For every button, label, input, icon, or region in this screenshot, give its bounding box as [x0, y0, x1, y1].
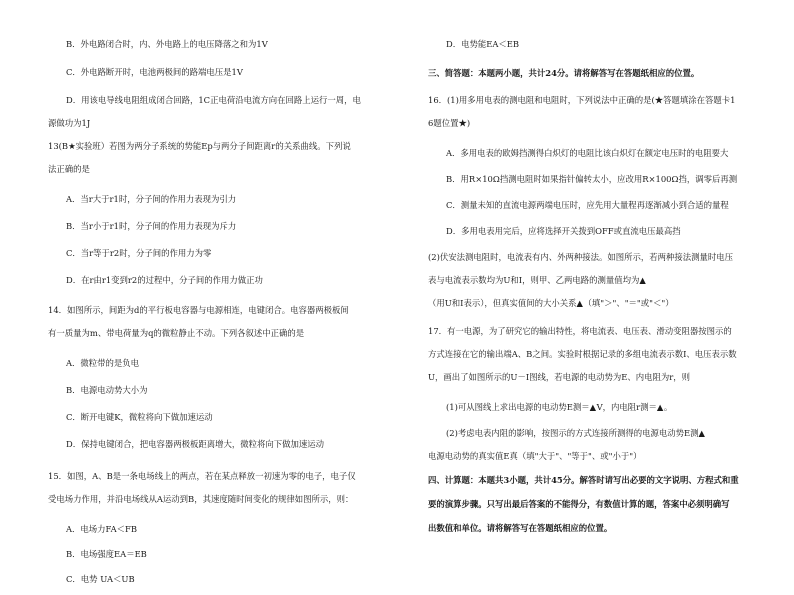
q16-stem-line1: 16．(1)用多用电表的测电阻和电阻时，下列说法中正确的是(★答题填涂在答题卡1 [428, 95, 736, 105]
q13-option-b: B．当r小于r1时，分子间的作用力表现为斥力 [66, 221, 237, 231]
q17-sub1-text-c: 。 [663, 402, 673, 412]
q17-stem-line1: 17．有一电源，为了研究它的输出特性，将电流表、电压表、滑动变阻器按图示的 [428, 326, 732, 336]
q15-option-b: B．电场强度EA＝EB [66, 549, 147, 559]
q17-stem-line2: 方式连接在它的输出端A、B之间。实验时根据记录的多组电流表示数I、电压表示数 [428, 349, 737, 359]
q16-stem-line2: 6题位置★) [428, 118, 471, 128]
section-4-line2: 要的演算步骤。只写出最后答案的不能得分，有数值计算的题，答案中必须明确写 [428, 499, 730, 509]
q15-stem-line2: 受电场力作用，并沿电场线从A运动到B，其速度随时间变化的规律如图所示，则： [48, 494, 354, 504]
q17-blank-2: ▲ [656, 402, 664, 412]
q16-part2-line2 [428, 274, 737, 297]
q13-stem-line2: 法正确的是 [48, 164, 90, 174]
q16-part2-line3-tail: （填"＞"、"＝"或"＜"） [583, 298, 674, 308]
q12-option-c: C．外电路断开时，电池两极间的路端电压是1V [66, 67, 243, 77]
question-13 [48, 140, 351, 301]
q13-stem-line1: 13(B★实验班）若图为两分子系统的势能Ep与两分子间距离r的关系曲线。下列说 [48, 141, 351, 151]
section-4-line1: 四、计算题：本题共3小题，共计45分。解答时请写出必要的文字说明、方程式和重 [428, 475, 739, 485]
q16-part2-line2-text: 表与电流表示数均为U和I，则甲、乙两电路的测量值均为 [428, 275, 640, 285]
q13-option-d: D．在r由r1变到r2的过程中，分子间的作用力做正功 [66, 275, 263, 285]
q15-option-c: C．电势 UA＜UB [66, 574, 135, 584]
q16-part2-line1: (2)伏安法测电阻时，电流表有内、外两种接法。如图所示，若两种接法测量时电压 [428, 252, 733, 262]
q16-option-b: B．用R×10Ω挡测电阻时如果指针偏转太小，应改用R×100Ω挡，调零后再测 [446, 174, 738, 184]
q12-tail [48, 38, 361, 140]
q14-option-b: B．电源电动势大小为 [66, 385, 148, 395]
q16-part2-line3-text: （用U和I表示），但真实值间的大小关系 [428, 298, 577, 308]
q17-sub2-line2: 电源电动势的真实值E真（填"大于"、"等于"、或"小于"） [428, 451, 642, 461]
q13-option-c: C．当r等于r2时，分子间的作用力为零 [66, 248, 212, 258]
q17-sub1-text-b: V，内电阻r测＝ [596, 402, 657, 412]
q17-sub2-text-a: (2)考虑电表内阻的影响，按图示的方式连接所测得的电源电动势E测 [446, 428, 699, 438]
question-14 [48, 304, 349, 465]
section-4 [428, 474, 739, 544]
q17-blank-1: ▲ [589, 402, 597, 412]
q16-part2-line3 [428, 297, 737, 325]
q16-option-c: C．测量未知的直流电源两端电压时，应先用大量程再逐渐减小到合适的量程 [446, 200, 729, 210]
q14-stem-line2: 有一质量为m、带电荷量为q的微粒静止不动。下列各叙述中正确的是 [48, 328, 305, 338]
q16-blank-2: ▲ [576, 298, 584, 308]
q15-stem-line1: 15．如图，A、B是一条电场线上的两点，若在某点释放一初速为零的电子，电子仅 [48, 471, 356, 481]
question-15 [48, 470, 356, 595]
q17-sub1 [428, 401, 737, 427]
q17-sub2-line1 [428, 427, 737, 450]
q17-blank-3: ▲ [698, 428, 706, 438]
q17-stem-line3: U，画出了如图所示的U－I图线，若电源的电动势为E、内电阻为r，则 [428, 372, 691, 382]
q15-option-d: D．电势能EA＜EB [446, 39, 520, 49]
q17-sub1-text-a: (1)可从图线上求出电源的电动势E测＝ [446, 402, 590, 412]
q12-option-d-line2: 源做功为1J [48, 118, 91, 128]
q14-option-c: C．断开电键K，微粒将向下做加速运动 [66, 412, 213, 422]
q16-option-a: A．多用电表的欧姆挡测得白炽灯的电阻比该白炽灯在额定电压时的电阻要大 [446, 148, 729, 158]
q16-option-d: D．多用电表用完后，应将选择开关拨到OFF或直流电压最高挡 [446, 226, 681, 236]
q12-option-b: B．外电路闭合时，内、外电路上的电压降落之和为1V [66, 39, 268, 49]
q14-option-d: D．保持电键闭合，把电容器两极板距离增大，微粒将向下做加速运动 [66, 439, 324, 449]
section-4-line3: 出数值和单位。请将解答写在答题纸相应的位置。 [428, 523, 613, 533]
q12-option-d-line1: D．用该电导线电阻组成闭合回路，1C正电荷沿电流方向在回路上运行一周，电 [66, 95, 361, 105]
q15-option-d-block [428, 38, 519, 67]
section-3-heading: 三、简答题：本题两小题，共计24分。请将解答写在答题纸相应的位置。 [428, 68, 700, 78]
question-16 [428, 94, 737, 325]
question-17 [428, 325, 737, 477]
q15-option-a: A．电场力FA＜FB [66, 524, 138, 534]
q13-option-a: A．当r大于r1时，分子间的作用力表现为引力 [66, 194, 237, 204]
section-3 [428, 67, 699, 94]
q14-option-a: A．微粒带的是负电 [66, 358, 140, 368]
q16-blank-1: ▲ [639, 275, 647, 285]
q14-stem-line1: 14．如图所示，间距为d的平行板电容器与电源相连，电键闭合。电容器两极板间 [48, 305, 349, 315]
